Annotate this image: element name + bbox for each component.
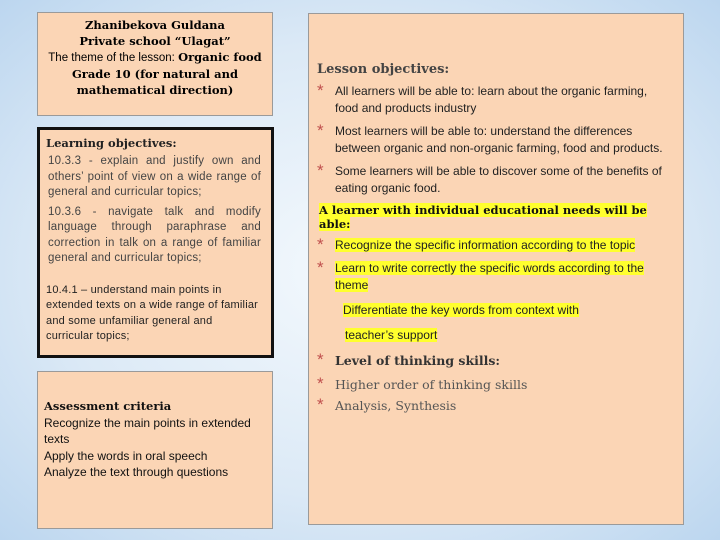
theme-prefix: The theme of the lesson: — [48, 52, 179, 64]
needs-extra-2 — [345, 327, 673, 344]
thinking-skill-text: Higher order of thinking skills — [335, 377, 528, 392]
lesson-theme — [38, 49, 272, 66]
grade-line: Grade 10 (for natural and — [71, 67, 239, 81]
teacher-name: Zhanibekova Guldana — [85, 18, 225, 32]
assessment-item-1: Recognize the main points in extended texts — [44, 415, 251, 446]
asterisk-bullet-icon: * — [317, 235, 324, 254]
lesson-objectives-heading: Lesson objectives: — [317, 62, 450, 77]
asterisk-bullet-icon: * — [317, 350, 324, 369]
thinking-skills-heading — [317, 352, 673, 370]
thinking-skill-text: Analysis, Synthesis — [335, 398, 457, 413]
lesson-objective-1 — [317, 83, 673, 117]
asterisk-bullet-icon: * — [317, 258, 324, 277]
needs-extra-text: teacher’s support — [345, 328, 438, 342]
needs-item-text: Learn to write correctly the specific words according to the theme — [335, 261, 644, 292]
asterisk-bullet-icon: * — [317, 374, 324, 393]
direction-line: mathematical direction) — [76, 83, 234, 97]
learning-objective-3: 10.4.1 – understand main points in extended texts on a wide range of familiar and some unfamiliar general and curricular topics; — [46, 283, 259, 342]
needs-item-2 — [317, 260, 673, 294]
lesson-objective-2 — [317, 123, 673, 157]
theme-value: Organic food — [178, 50, 262, 64]
assessment-item-3: Analyze the text through questions — [44, 465, 229, 479]
learning-objectives-heading: Learning objectives: — [46, 136, 177, 150]
school-name: Private school “Ulagat” — [79, 34, 231, 48]
needs-extra-text: Differentiate the key words from context with — [343, 303, 579, 317]
learning-objective-1: 10.3.3 - explain and justify own and others’ point of view on a wide range of general and curricular topics; — [48, 155, 261, 198]
lesson-objective-text: Some learners will be able to discover some of the benefits of eating organic food. — [335, 164, 662, 195]
needs-item-1 — [317, 237, 673, 254]
lesson-objective-text: Most learners will be able to: understand the differences between organic and non-organic farming, food and products. — [335, 124, 663, 155]
asterisk-bullet-icon: * — [317, 121, 324, 140]
thinking-heading-text: Level of thinking skills: — [335, 353, 501, 368]
needs-heading — [319, 203, 673, 231]
assessment-item-2: Apply the words in oral speech — [44, 448, 208, 463]
lesson-info-box — [37, 12, 273, 116]
lesson-objectives-box — [308, 13, 684, 525]
learning-objectives-box — [37, 127, 274, 358]
asterisk-bullet-icon: * — [317, 161, 324, 180]
assessment-heading: Assessment criteria — [44, 399, 172, 413]
lesson-objective-text: All learners will be able to: learn about the organic farming, food and products industry — [335, 84, 648, 115]
thinking-skill-2 — [317, 397, 673, 415]
asterisk-bullet-icon: * — [317, 395, 324, 414]
asterisk-bullet-icon: * — [317, 81, 324, 100]
thinking-skill-1 — [317, 376, 673, 394]
assessment-criteria-box — [37, 371, 273, 529]
needs-heading-text: A learner with individual educational needs will be able: — [319, 203, 647, 231]
learning-objective-2: 10.3.6 - navigate talk and modify language through paraphrase and correction in talk on a range of familiar general and curricular topics; — [48, 205, 261, 264]
needs-item-text: Recognize the specific information according to the topic — [335, 238, 636, 252]
needs-extra-1 — [343, 302, 673, 319]
lesson-objective-3 — [317, 163, 673, 197]
